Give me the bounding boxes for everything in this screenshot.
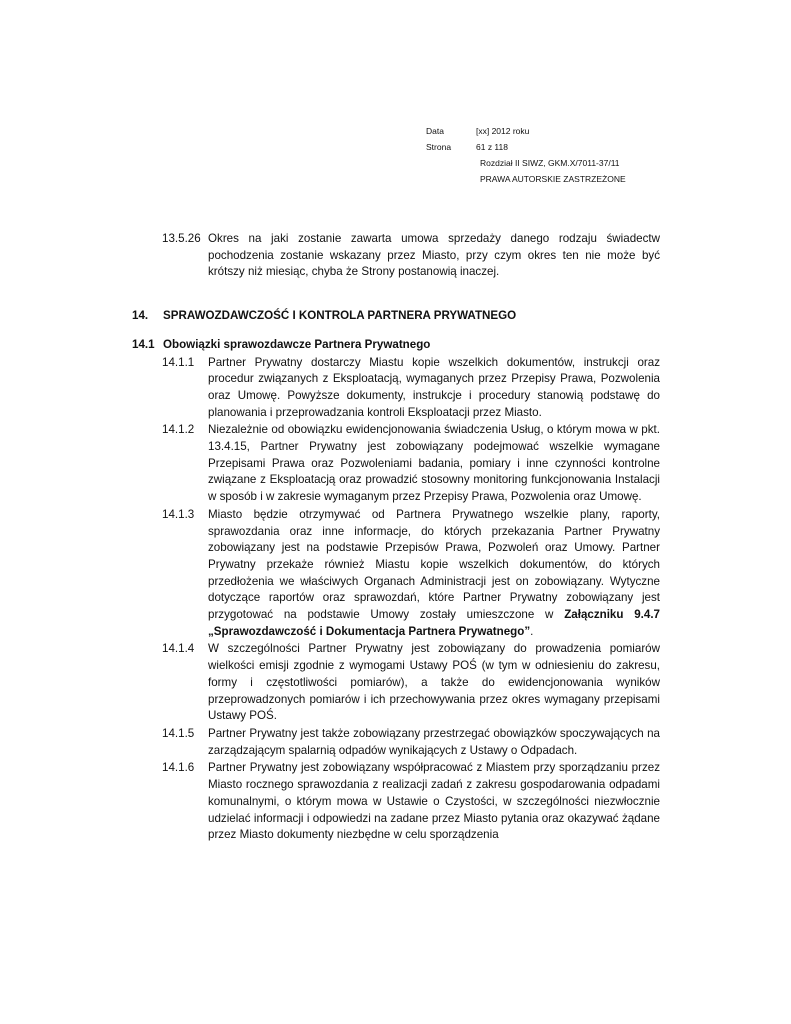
clause-text: Partner Prywatny jest zobowiązany współpracować z Miastem przy sporządzaniu przez Miasto rocznego sprawozdania z realizacji zadań z zakresu gospodarowania odpadami komunalnymi, o którym mowa w Ustawie o Czystości, w szczególności niezwłocznie udzielać informacji i odpowiedzi na zadane przez Miasto pytania oraz okazywać żądane przez Miasto dokumenty niezbędne w celu sporządzenia xyxy=(208,761,660,842)
clause-text: Partner Prywatny dostarczy Miastu kopie wszelkich dokumentów, instrukcji oraz procedur związanych z Eksploatacją, wymaganych przez Przepisy Prawa, Pozwolenia oraz Umowę. Powyższe dokumenty, instrukcje i procedury stanowią podstawę do planowania i przeprowadzania kontroli Eksploatacji przez Miasto. xyxy=(208,355,660,419)
clause-13-5-26 xyxy=(132,231,660,281)
header-date-row xyxy=(426,123,626,139)
header-page-value: 61 z 118 xyxy=(476,142,508,152)
clause-14-1-1 xyxy=(132,355,660,422)
clause-text: Okres na jaki zostanie zawarta umowa sprzedaży danego rodzaju świadectw pochodzenia zostanie wskazany przez Miasto, przy czym okres ten nie może być krótszy niż miesiąc, chyba że Strony postanowią inaczej. xyxy=(208,232,660,279)
section-title: SPRAWOZDAWCZOŚĆ I KONTROLA PARTNERA PRYWATNEGO xyxy=(163,309,517,323)
clause-number: 14.1.6 xyxy=(162,761,195,775)
clause-text-wrapper xyxy=(208,507,660,641)
clause-number: 14.1.4 xyxy=(162,642,195,656)
clause-14-1-3 xyxy=(132,507,660,641)
header-copyright: PRAWA AUTORSKIE ZASTRZEŻONE xyxy=(480,174,626,184)
subsection-number: 14.1 xyxy=(132,337,155,351)
clause-number: 14.1.1 xyxy=(162,355,195,369)
clause-text: Miasto będzie otrzymywać od Partnera Prywatnego wszelkie plany, raporty, sprawozdania oraz inne informacje, do których przekazania Partner Prywatny zobowiązany jest na podstawie Przepisów Prawa, Pozwoleń oraz Umowy. Partner Prywatny przekaże również Miastu kopie wszelkich dokumentów, do których przedłożenia we właściwych Organach Administracji jest on zobowiązany. Wytyczne dotyczące raportów oraz sprawozdań, które Partner Prywatny zobowiązany jest przygotować na podstawie Umowy zostały umieszczone w xyxy=(208,507,660,622)
clause-14-1-4 xyxy=(132,641,660,725)
clause-14-1-5 xyxy=(132,726,660,759)
clause-text: Partner Prywatny jest także zobowiązany przestrzegać obowiązków spoczywających na zarządzającym spalarnią odpadów wynikających z Ustawy o Odpadach. xyxy=(208,726,660,757)
document-body xyxy=(132,231,660,844)
clause-number: 14.1.2 xyxy=(162,423,195,437)
section-number: 14. xyxy=(132,309,149,323)
clause-14-1-2 xyxy=(132,422,660,506)
subsection-title: Obowiązki sprawozdawcze Partnera Prywatnego xyxy=(163,337,431,351)
header-date-value: [xx] 2012 roku xyxy=(476,126,530,136)
document-header xyxy=(426,123,626,187)
header-page-label: Strona xyxy=(426,142,452,152)
attachment-reference: Załączniku 9.4.7 „Sprawozdawczość i Dokumentacja Partnera Prywatnego” xyxy=(208,608,660,638)
header-page-row xyxy=(426,139,626,155)
header-date-label: Data xyxy=(426,126,444,136)
header-section-ref: Rozdział II SIWZ, GKM.X/7011-37/11 xyxy=(480,158,620,168)
section-14-1-heading xyxy=(132,337,660,354)
clause-number: 13.5.26 xyxy=(162,232,201,245)
section-14-heading xyxy=(132,308,660,325)
clause-number: 14.1.5 xyxy=(162,726,195,740)
clause-text: Niezależnie od obowiązku ewidencjonowania świadczenia Usług, o którym mowa w pkt. 13.4.15, Partner Prywatny jest zobowiązany podejmować wszelkie wymagane Przepisami Prawa oraz Pozwoleniami badania, pomiary i inne czynności kontrolne związane z Eksploatacją oraz prowadzić stosowny monitoring funkcjonowania Instalacji w sposób i w zakresie wymaganym przez Przepisy Prawa, Pozwolenia oraz Umowę. xyxy=(208,423,660,504)
clause-number: 14.1.3 xyxy=(162,507,195,521)
clause-text-tail: . xyxy=(530,624,534,638)
clause-14-1-6 xyxy=(132,760,660,844)
clause-text: W szczególności Partner Prywatny jest zobowiązany do prowadzenia pomiarów wielkości emisji zgodnie z wymogami Ustawy POŚ (w tym w odniesieniu do zakresu, formy i częstotliwości pomiarów), a także do ewidencjonowania wyników przeprowadzonych pomiarów i ich przechowywania przez okres wymagany przepisami Ustawy POŚ. xyxy=(208,642,660,723)
